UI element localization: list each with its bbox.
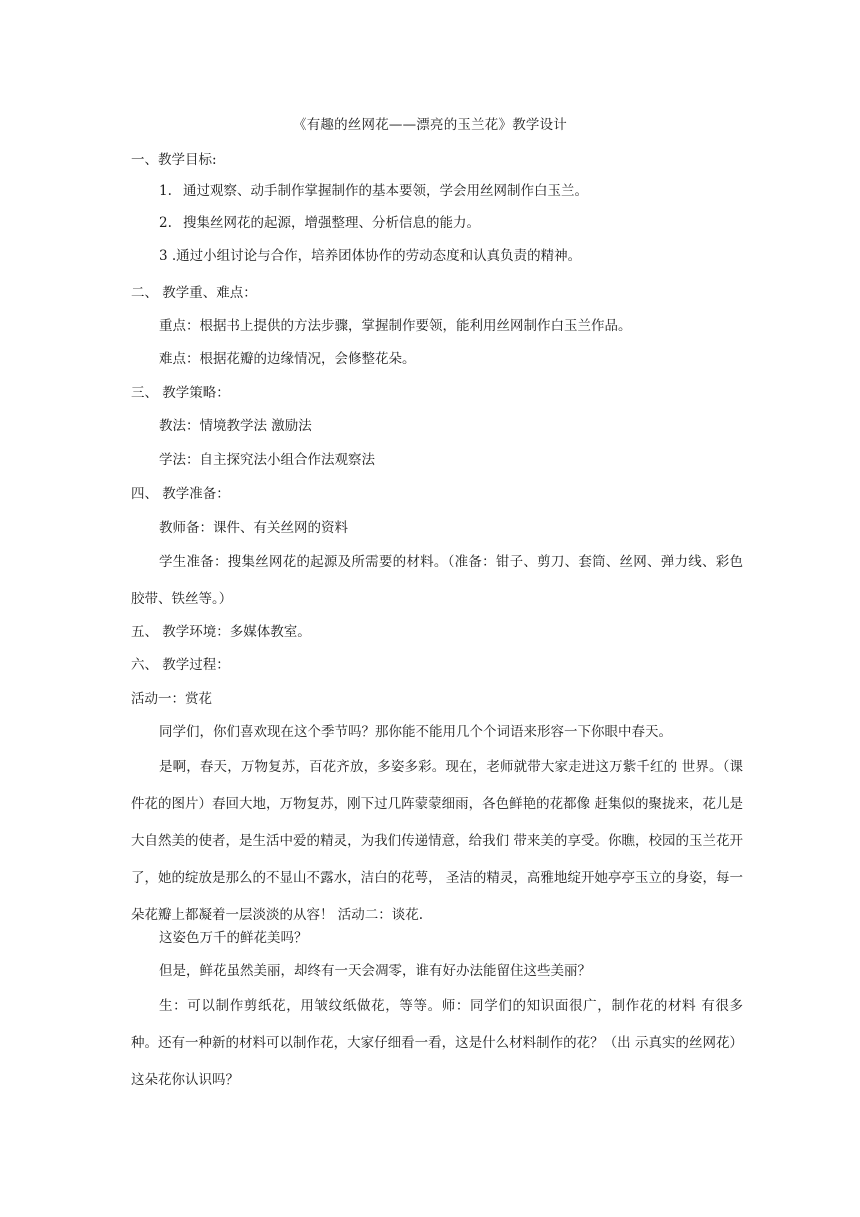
goal-3: [159, 246, 581, 266]
teacher-prep: 教师备：课件、有关丝网的资料: [159, 520, 348, 536]
goal-1-number: 1.: [159, 183, 172, 199]
goal-2-number: 2.: [159, 215, 172, 231]
teaching-method: 教法：情境教学法 激励法: [159, 418, 312, 434]
paragraph-2: 是啊，春天，万物复苏，百花齐放，多姿多彩。现在，老师就带大家走进这万紫千红的 世界。（课件花的图片）春回大地，万物复苏，刚下过几阵蒙蒙细雨，各色鲜艳的花都像 赶集似的聚拢来，花儿是大自然美的使者，是生活中爱的精灵，为我们传递情意，给我们 带来美的享受。你瞧，校园的玉兰花开了，她的绽放是那么的不显山不露水，洁白的花萼， 圣洁的精灵，高雅地绽开她亭亭玉立的身姿，每一朵花瓣上都凝着一层淡淡的从容！ 活动二：谈花.: [131, 759, 743, 923]
section-2-heading: 二、 教学重、难点：: [131, 285, 257, 301]
difficult-point: 难点：根据花瓣的边缘情况，会修整花朵。: [159, 351, 416, 367]
paragraph-5: 生：可以制作剪纸花，用皱纹纸做花，等等。师：同学们的知识面很广，制作花的材料 有很多种。还有一种新的材料可以制作花，大家仔细看一看，这是什么材料制作的花？（出 示真实的丝网花）这朵花你认识吗？: [131, 998, 743, 1088]
paragraph-4: 但是，鲜花虽然美丽，却终有一天会凋零，谁有好办法能留住这些美丽？: [159, 963, 591, 979]
key-point: 重点：根据书上提供的方法步骤，掌握制作要领，能利用丝网制作白玉兰作品。: [159, 318, 632, 334]
goal-1: [159, 181, 588, 201]
goal-3-text: 通过小组讨论与合作，培养团体协作的劳动态度和认真负责的精神。: [176, 248, 582, 264]
paragraph-1: 同学们，你们喜欢现在这个季节吗？那你能不能用几个个词语来形容一下你眼中春天。: [159, 724, 672, 740]
section-5-heading: 五、 教学环境：多媒体教室。: [131, 624, 311, 640]
activity-1-heading: 活动一：赏花: [131, 691, 212, 707]
paragraph-3: 这姿色万千的鲜花美吗？: [159, 930, 308, 946]
section-6-heading: 六、 教学过程：: [131, 657, 230, 673]
goal-3-number: 3 .: [159, 248, 177, 264]
document-title: 《有趣的丝网花——漂亮的玉兰花》教学设计: [293, 117, 567, 133]
section-1-heading: 一、教学目标:: [131, 152, 217, 168]
student-prep: 学生准备：搜集丝网花的起源及所需要的材料。（准备：钳子、剪刀、套筒、丝网、弹力线、彩色胶带、铁丝等。）: [131, 554, 743, 607]
goal-2-text: 搜集丝网花的起源，增强整理、分析信息的能力。: [183, 215, 480, 231]
learning-method: 学法：自主探究法小组合作法观察法: [159, 452, 375, 468]
section-4-heading: 四、 教学准备：: [131, 486, 230, 502]
goal-1-text: 通过观察、动手制作掌握制作的基本要领，学会用丝网制作白玉兰。: [183, 183, 588, 199]
goal-2: [159, 213, 480, 233]
section-3-heading: 三、 教学策略：: [131, 385, 230, 401]
